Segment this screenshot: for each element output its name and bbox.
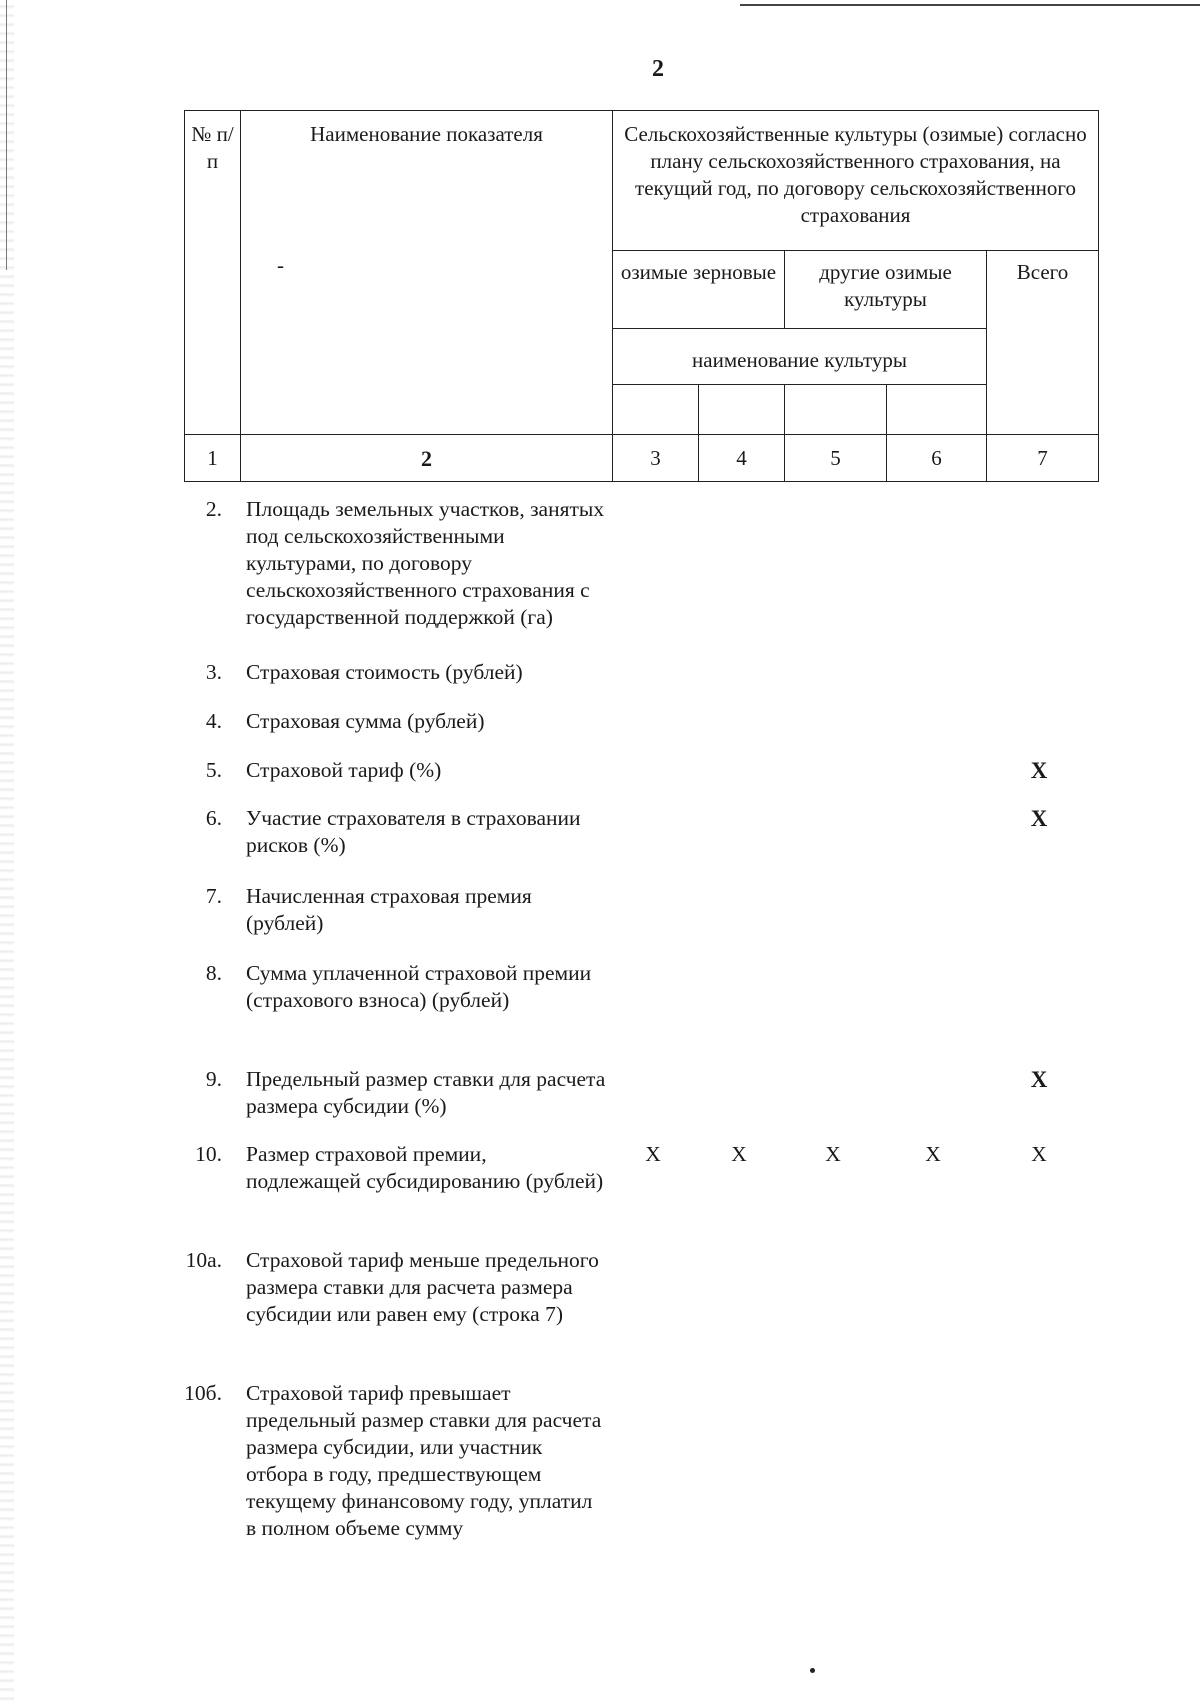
row-number: 10б. <box>184 1381 222 1405</box>
col-index: 4 <box>699 435 785 482</box>
cross-mark: X <box>925 1142 941 1166</box>
cross-mark: X <box>645 1142 661 1166</box>
header-empty-cell <box>887 385 987 435</box>
header-empty-cell <box>699 385 785 435</box>
header-table <box>184 110 1099 482</box>
header-col-name: Наименование показателя - <box>241 111 613 435</box>
row-text: Предельный размер ставки для расчета размера субсидии (%) <box>246 1067 606 1118</box>
row-text: Страховой тариф (%) <box>246 758 442 782</box>
row-number: 9. <box>205 1067 222 1091</box>
row-number: 5. <box>205 758 222 782</box>
page-number: 2 <box>652 56 664 82</box>
row-text: Сумма уплаченной страховой премии (страхового взноса) (рублей) <box>246 961 592 1012</box>
cross-mark: X <box>1030 1067 1048 1092</box>
row-text: Страховая сумма (рублей) <box>246 709 485 733</box>
row-number: 3. <box>205 660 222 684</box>
row-text: Страховой тариф меньше предельного размера ставки для расчета размера субсидии или равен ему (строка 7) <box>246 1248 599 1326</box>
row-text: Страховой тариф превышает предельный размер ставки для расчета размера субсидии, или участник отбора в году, предшествующем текущему финансовому году, уплатил в полном объеме сумму <box>246 1381 602 1540</box>
row-number: 8. <box>205 961 222 985</box>
header-other-winter: другие озимые культуры <box>785 251 987 329</box>
col-index: 1 <box>185 435 241 482</box>
row-number: 10а. <box>185 1248 222 1272</box>
col-index: 7 <box>987 435 1099 482</box>
row-text: Размер страховой премии, подлежащей субсидированию (рублей) <box>246 1142 604 1193</box>
row-text: Страховая стоимость (рублей) <box>246 660 523 684</box>
cross-mark: X <box>825 1142 841 1166</box>
col-index: 5 <box>785 435 887 482</box>
header-col-num: № п/п <box>185 111 241 435</box>
col-index: 6 <box>887 435 987 482</box>
header-total: Всего <box>987 251 1099 435</box>
header-empty-cell <box>613 385 699 435</box>
left-border-line <box>6 0 7 270</box>
scan-edge-noise <box>0 0 14 1704</box>
row-number: 6. <box>205 806 222 830</box>
col-index: 3 <box>613 435 699 482</box>
header-group-title: Сельскохозяйственные культуры (озимые) согласно плану сельскохозяйственного страхования, на текущий год, по договору сельскохозяйственного страхования <box>613 111 1099 251</box>
row-number: 2. <box>205 497 222 521</box>
col-index: 2 <box>241 435 613 482</box>
header-empty-cell <box>785 385 887 435</box>
row-number: 4. <box>205 709 222 733</box>
header-dash-mark: - <box>277 253 284 277</box>
cross-mark: X <box>1030 806 1048 831</box>
row-number: 10. <box>195 1142 222 1166</box>
row-text: Начисленная страховая премия (рублей) <box>246 884 532 935</box>
row-text: Площадь земельных участков, занятых под сельскохозяйственными культурами, по договору сельскохозяйственного страхования с государственной поддержкой (га) <box>246 497 605 629</box>
cross-mark: X <box>731 1142 747 1166</box>
row-number: 7. <box>205 884 222 908</box>
row-text: Участие страхователя в страховании рисков (%) <box>246 806 581 857</box>
header-crop-name: наименование культуры <box>613 329 987 385</box>
header-winter-grain: озимые зерновые <box>613 251 785 329</box>
cross-mark: X <box>1030 758 1048 783</box>
scan-dot <box>810 1668 815 1673</box>
top-border-line <box>740 4 1200 6</box>
cross-mark: X <box>1031 1142 1047 1166</box>
